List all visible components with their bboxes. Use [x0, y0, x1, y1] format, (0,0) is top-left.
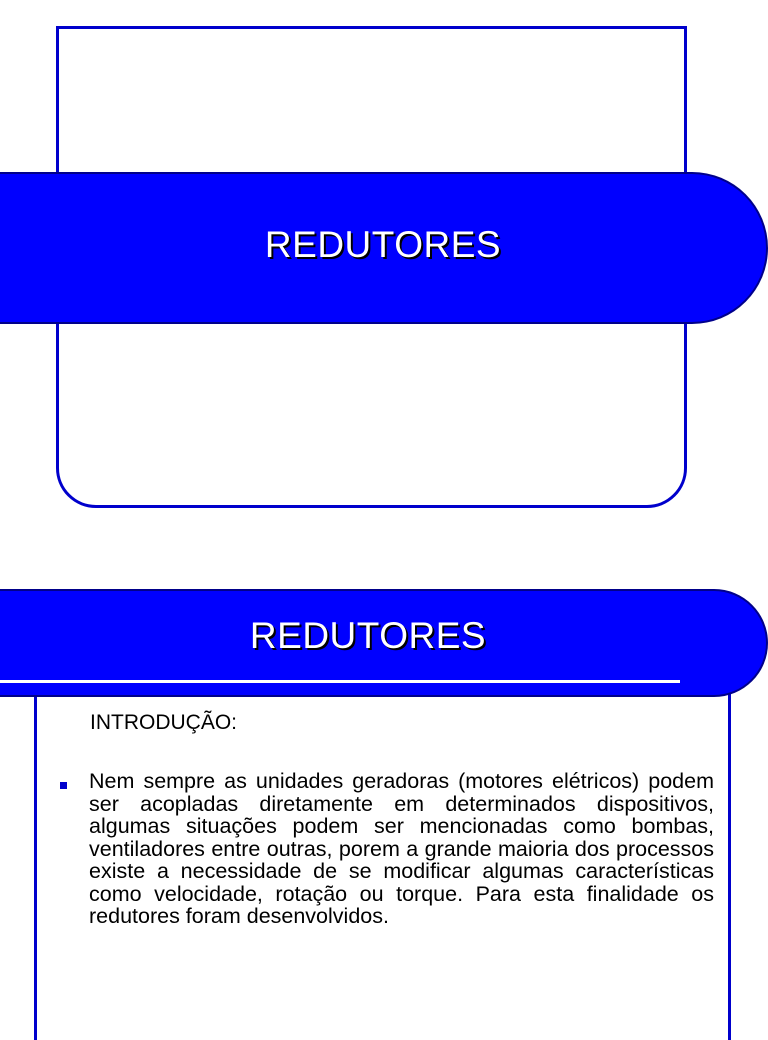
square-bullet-icon [60, 782, 67, 789]
title-underline [0, 680, 680, 683]
title-slide-heading: REDUTORES [264, 224, 502, 265]
section-subtitle: INTRODUÇÃO: [90, 711, 237, 734]
bullet-paragraph: Nem sempre as unidades geradoras (motores elétricos) podem ser acopladas diretamente em determinados dispositivos, algumas situações podem ser mencionadas como bombas, ventiladores entre outras, porem a grande maioria dos processos existe a necessidade de se modificar algumas características como velocidade, rotação ou torque. Para esta finalidade os redutores foram desenvolvidos. [89, 769, 714, 928]
title-slide-banner [0, 172, 768, 324]
content-slide-heading: REDUTORES [249, 615, 487, 656]
